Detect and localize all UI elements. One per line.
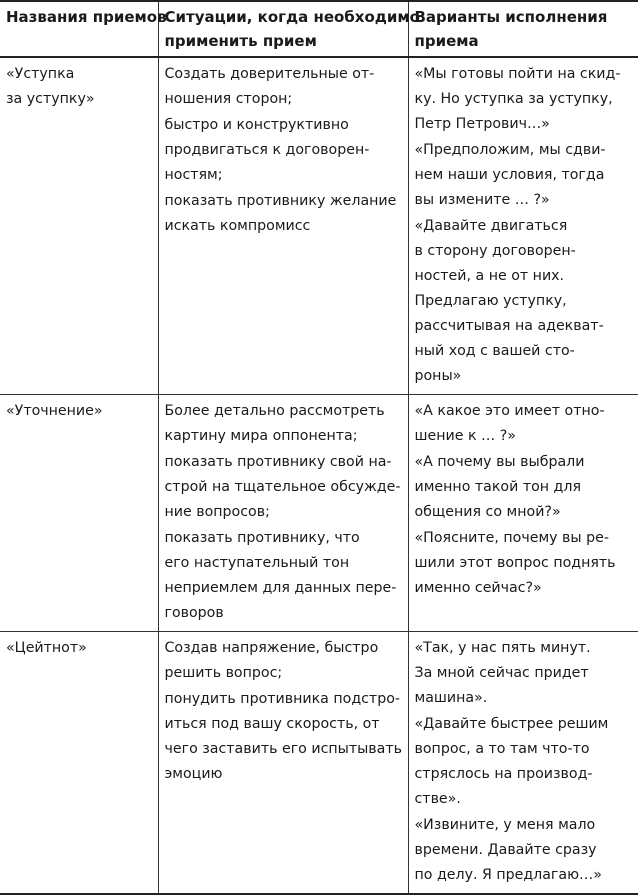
situation-item	[165, 450, 402, 525]
text-line: «Поясните, почему вы ре-	[414, 530, 609, 546]
text-line: Создать доверительные от-	[164, 66, 375, 82]
situation-item	[165, 636, 402, 686]
text-line: шили этот вопрос поднять	[414, 555, 616, 571]
text-line: иться под вашу скорость, от	[164, 716, 380, 732]
text-line: Создав напряжение, быстро	[164, 640, 379, 656]
text-line: «Цейтнот»	[6, 640, 87, 656]
variant-item	[415, 62, 633, 137]
text-line: по делу. Я предлагаю…»	[414, 867, 602, 883]
variants-cell	[408, 632, 638, 895]
table-row	[0, 632, 638, 895]
technique-name-cell	[0, 57, 158, 395]
variant-item	[415, 399, 633, 449]
text-line: ностям;	[164, 167, 223, 183]
header-situations	[158, 1, 420, 57]
header-line: Ситуации, когда необходимо	[164, 8, 420, 26]
variant-item	[415, 214, 633, 389]
text-line: рассчитывая на адекват-	[414, 318, 604, 334]
variant-item	[415, 450, 633, 525]
variant-item	[415, 813, 633, 888]
table-row	[0, 395, 638, 632]
text-line: именно такой тон для	[414, 479, 581, 495]
header-row	[0, 1, 638, 57]
text-line: решить вопрос;	[164, 665, 283, 681]
text-line: «Уточнение»	[6, 403, 103, 419]
text-line: вопрос, а то там что-то	[414, 741, 590, 757]
situations-cell	[158, 395, 408, 632]
text-line: «А какое это имеет отно-	[414, 403, 605, 419]
situation-item	[165, 113, 402, 188]
text-line: неприемлем для данных пере-	[164, 580, 397, 596]
text-line: За мной сейчас придет	[414, 665, 589, 681]
variant-item	[415, 636, 633, 711]
header-line: Варианты исполнения	[414, 8, 608, 26]
text-line: говоров	[164, 605, 224, 621]
header-line: Названия приемов	[6, 8, 167, 26]
header-line: применить прием	[164, 32, 317, 50]
text-line: нем наши условия, тогда	[414, 167, 605, 183]
text-line: Более детально рассмотреть	[164, 403, 385, 419]
variants-cell	[408, 395, 638, 632]
situations-cell	[158, 57, 408, 395]
situation-item	[165, 687, 402, 787]
technique-name-cell	[0, 632, 158, 895]
text-line: показать противнику желание	[164, 193, 397, 209]
text-line: ношения сторон;	[164, 91, 293, 107]
technique-name-cell	[0, 395, 158, 632]
text-line: эмоцию	[164, 766, 223, 782]
text-line: за уступку»	[6, 91, 95, 107]
text-line: ный ход с вашей сто-	[414, 343, 575, 359]
text-line: «А почему вы выбрали	[414, 454, 585, 470]
text-line: в сторону договорен-	[414, 243, 576, 259]
text-line: шение к … ?»	[414, 428, 516, 444]
situations-cell	[158, 632, 408, 895]
header-variants	[408, 1, 638, 57]
variant-item	[415, 526, 633, 601]
text-line: ние вопросов;	[164, 504, 270, 520]
text-line: «Давайте быстрее решим	[414, 716, 609, 732]
situation-item	[165, 189, 402, 239]
text-line: машина».	[414, 690, 488, 706]
text-line: Петр Петрович…»	[414, 116, 550, 132]
variants-cell	[408, 57, 638, 395]
header-technique-names	[0, 1, 167, 57]
text-line: «Давайте двигаться	[414, 218, 568, 234]
variant-item	[415, 138, 633, 213]
situation-item	[165, 526, 402, 626]
text-line: показать противнику свой на-	[164, 454, 392, 470]
text-line: строй на тщательное обсужде-	[164, 479, 401, 495]
header-line: приема	[414, 32, 479, 50]
text-line: «Предположим, мы сдви-	[414, 142, 606, 158]
text-line: понудить противника подстро-	[164, 691, 401, 707]
text-line: стве».	[414, 791, 461, 807]
text-line: «Уступка	[6, 66, 75, 82]
text-line: показать противнику, что	[164, 530, 360, 546]
text-line: именно сейчас?»	[414, 580, 542, 596]
text-line: чего заставить его испытывать	[164, 741, 402, 757]
text-line: времени. Давайте сразу	[414, 842, 597, 858]
text-line: «Так, у нас пять минут.	[414, 640, 591, 656]
text-line: роны»	[414, 368, 462, 384]
text-line: ку. Но уступка за уступку,	[414, 91, 613, 107]
text-line: картину мира оппонента;	[164, 428, 358, 444]
text-line: «Мы готовы пойти на скид-	[414, 66, 621, 82]
text-line: продвигаться к договорен-	[164, 142, 370, 158]
text-line: «Извините, у меня мало	[414, 817, 596, 833]
text-line: общения со мной?»	[414, 504, 561, 520]
situation-item	[165, 399, 402, 449]
text-line: стряслось на производ-	[414, 766, 593, 782]
variant-item	[415, 712, 633, 812]
text-line: быстро и конструктивно	[164, 117, 349, 133]
table-row	[0, 57, 638, 395]
text-line: ностей, а не от них.	[414, 268, 565, 284]
text-line: искать компромисс	[164, 218, 311, 234]
text-line: Предлагаю уступку,	[414, 293, 567, 309]
text-line: вы измените … ?»	[414, 192, 550, 208]
text-line: его наступательный тон	[164, 555, 350, 571]
situation-item	[165, 62, 402, 112]
